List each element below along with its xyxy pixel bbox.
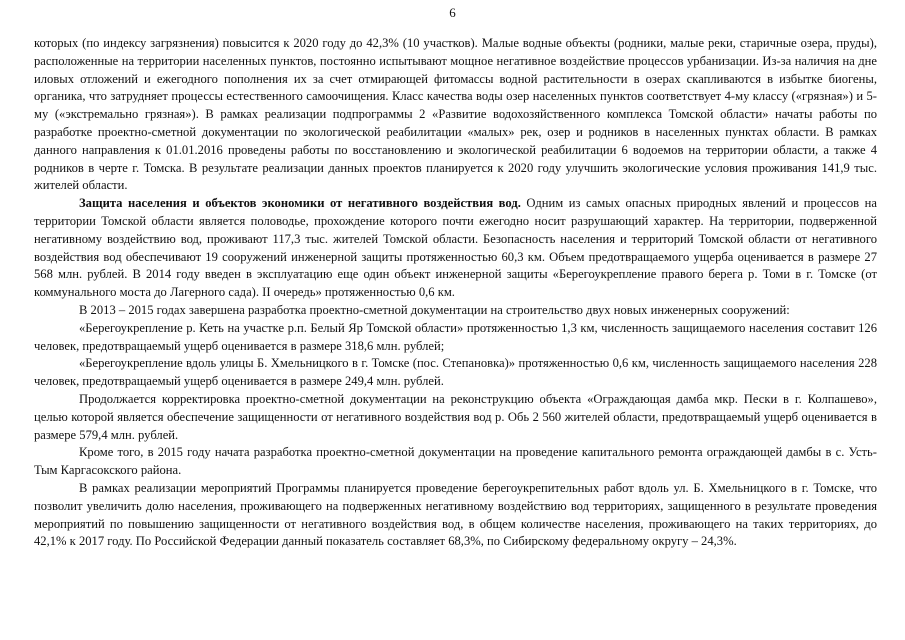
paragraph-2-text: Одним из самых опасных природных явлений и процессов на территории Томской области является половодье, прохождение которого почти ежегодно носит разрушающий характер. На территории, подверженной негативному воздействию вод, проживают 117,3 тыс. жителей Томской области. Безопасность населения и территорий Томской области от негативного воздействия вод обеспечивают 19 сооружений инженерной защиты протяженностью 60,3 км. Объем предотвращаемого ущерба оценивается в размере 27 568 млн. рублей. В 2014 году введен в эксплуатацию еще один объект инженерной защиты «Берегоукрепление правого берега р. Томи в г. Томске (от коммунального моста до Лагерного сада). II очередь» протяженностью 0,6 км. xyxy=(34,196,877,300)
paragraph-7: Кроме того, в 2015 году начата разработка проектно-сметной документации на проведение капитального ремонта ограждающей дамбы в с. Усть-Тым Каргасокского района. xyxy=(34,445,877,478)
paragraph-1: которых (по индексу загрязнения) повысится к 2020 году до 42,3% (10 участков). Малые водные объекты (родники, малые реки, старичные озера, пруды), расположенные на территории населенных пунктов, постоянно испытывают мощное негативное воздействие процессов урбанизации. Из-за наличия на дне иловых отложений и ежегодного пополнения их за счет отмирающей фитомассы водной растительности в озерах скапливаются в избытке биогены, органика, что затрудняет процессы естественного самоочищения. Класс качества воды озер населенных пунктов соответствует 4-му классу («грязная») и 5-му («экстремально грязная»). В рамках реализации подпрограммы 2 «Развитие водохозяйственного комплекса Томской области» начаты работы по разработке проектно-сметной документации по экологической реабилитации «малых» рек, озер и родников в населенных пунктах области. В рамках данного направления к 01.01.2016 проведены работы по восстановлению и экологической реабилитации 6 водоемов на территории области, а также 4 родников в черте г. Томска. В результате реализации данных проектов планируется к 2020 году улучшить экологические условия проживания 141,9 тыс. жителей области. xyxy=(34,36,877,193)
paragraph-3: В 2013 – 2015 годах завершена разработка проектно-сметной документации на строительство двух новых инженерных сооружений: xyxy=(79,302,790,317)
section-heading-flood-protection: Защита населения и объектов экономики от негативного воздействия вод. xyxy=(79,196,521,211)
paragraph-5: «Берегоукрепление вдоль улицы Б. Хмельницкого в г. Томске (пос. Степановка)» протяженностью 0,6 км, численность защищаемого населения 228 человек, предотвращаемый ущерб оценивается в размере 249,4 млн. рублей. xyxy=(34,356,877,389)
paragraph-6: Продолжается корректировка проектно-сметной документации на реконструкцию объекта «Ограждающая дамба мкр. Пески в г. Колпашево», целью которой является обеспечение защищенности от негативного воздействия вод р. Обь 2 560 жителей области, предотвращаемый ущерб оценивается в размере 579,4 млн. рублей. xyxy=(34,391,877,442)
page-body xyxy=(34,35,877,551)
paragraph-2 xyxy=(34,195,877,302)
paragraph-4: «Берегоукрепление р. Кеть на участке р.п. Белый Яр Томской области» протяженностью 1,3 км, численность защищаемого населения составит 126 человек, предотвращаемый ущерб оценивается в размере 318,6 млн. рублей; xyxy=(34,320,877,353)
paragraph-8: В рамках реализации мероприятий Программы планируется проведение берегоукрепительных работ вдоль ул. Б. Хмельницкого в г. Томске, что позволит увеличить долю населения, проживающего на подверженных негативному воздействию вод территориях, защищенного в результате проведения мероприятий по повышению защищенности от негативного воздействия вод, в общем количестве населения, проживающего на таких территориях, до 42,1% к 2017 году. По Российской Федерации данный показатель составляет 68,3%, по Сибирскому федеральному округу – 24,3%. xyxy=(34,480,877,549)
page-number: 6 xyxy=(449,5,456,20)
